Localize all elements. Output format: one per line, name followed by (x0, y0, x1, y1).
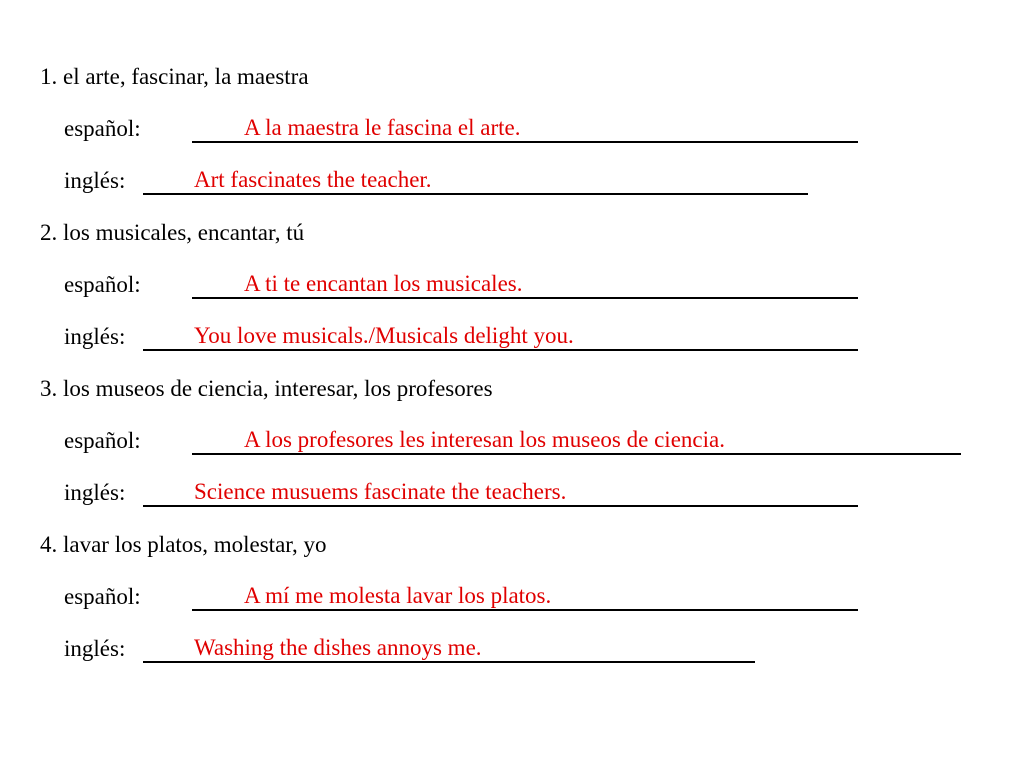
exercise-1-english-answer: Art fascinates the teacher. (194, 167, 432, 192)
exercise-3-spanish-answer: A los profesores les interesan los museos de ciencia. (244, 427, 725, 452)
exercise-1-prompt: 1. el arte, fascinar, la maestra (40, 64, 309, 89)
exercise-1-spanish-answer: A la maestra le fascina el arte. (244, 115, 521, 140)
exercise-2-spanish-answer-field[interactable] (192, 272, 858, 299)
english-label: inglés: (64, 480, 126, 505)
english-label: inglés: (64, 168, 126, 193)
exercise-2-english-answer: You love musicals./Musicals delight you. (194, 323, 574, 348)
english-label: inglés: (64, 324, 126, 349)
exercise-2-english-answer-field[interactable] (143, 324, 858, 351)
exercise-4-spanish-answer: A mí me molesta lavar los platos. (244, 583, 552, 608)
exercise-4-english-answer-field[interactable] (143, 636, 755, 663)
exercise-4-spanish-answer-field[interactable] (192, 584, 858, 611)
exercise-3-english-answer-field[interactable] (143, 480, 858, 507)
spanish-label: español: (64, 428, 141, 453)
exercise-3-spanish-answer-field[interactable] (192, 428, 961, 455)
exercise-1-english-answer-field[interactable] (143, 168, 808, 195)
exercise-1-spanish-answer-field[interactable] (192, 116, 858, 143)
spanish-label: español: (64, 584, 141, 609)
exercise-3-english-answer: Science musuems fascinate the teachers. (194, 479, 567, 504)
exercise-3-prompt: 3. los museos de ciencia, interesar, los profesores (40, 376, 493, 401)
english-label: inglés: (64, 636, 126, 661)
spanish-label: español: (64, 272, 141, 297)
exercise-4-english-answer: Washing the dishes annoys me. (194, 635, 482, 660)
exercise-2-prompt: 2. los musicales, encantar, tú (40, 220, 305, 245)
exercise-2-spanish-answer: A ti te encantan los musicales. (244, 271, 523, 296)
spanish-label: español: (64, 116, 141, 141)
exercise-4-prompt: 4. lavar los platos, molestar, yo (40, 532, 327, 557)
